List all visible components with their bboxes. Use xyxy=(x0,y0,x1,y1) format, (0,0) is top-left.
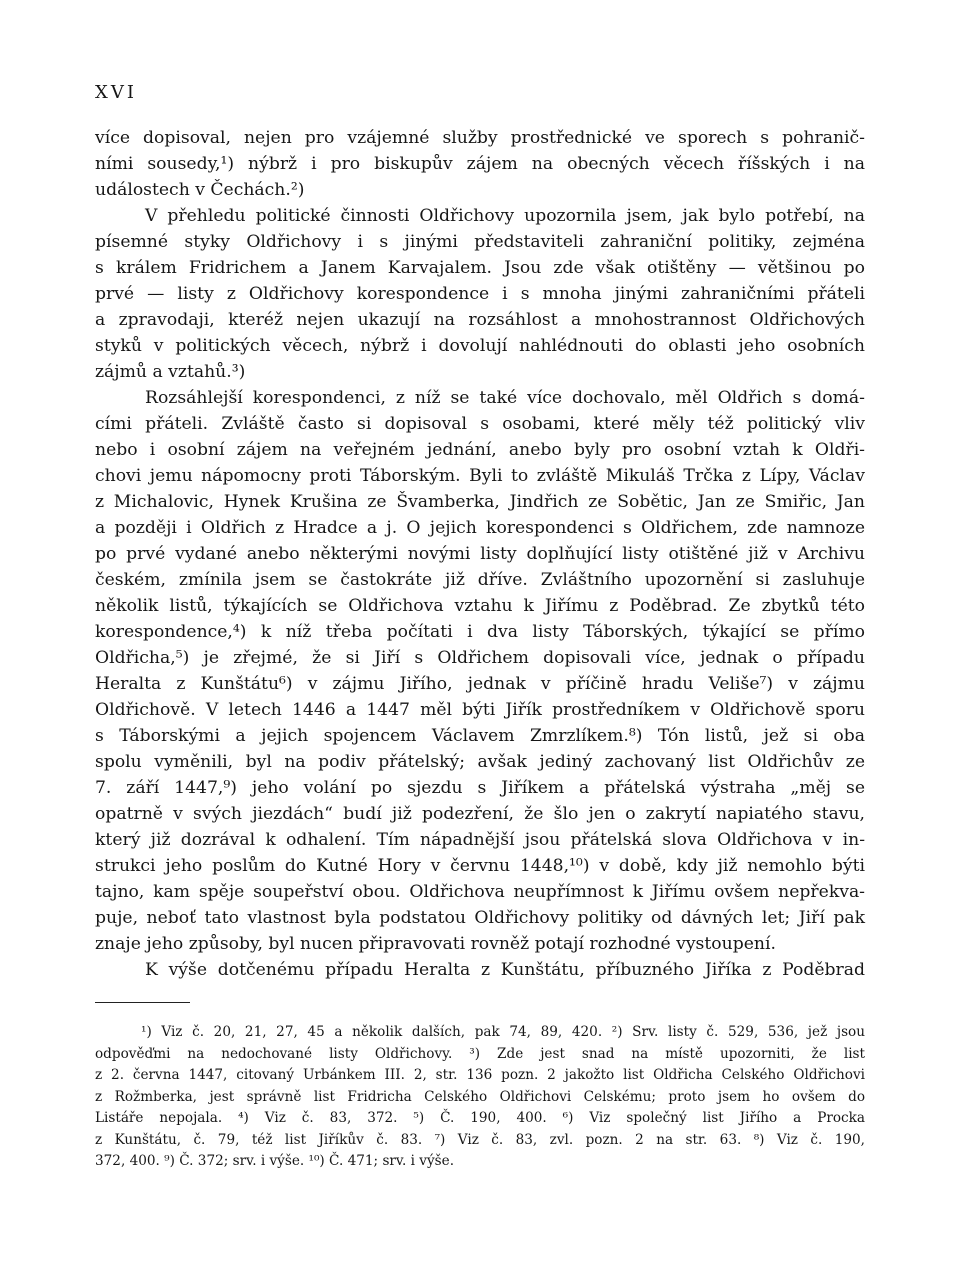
footnote-separator xyxy=(95,1002,190,1003)
body-line: V přehledu politické činnosti Oldřichovy upozornila jsem, jak bylo potřebí, na xyxy=(145,206,865,226)
body-line: Oldřicha,⁵) je zřejmé, že si Jiří s Oldřichem dopisovali více, jednak o případu xyxy=(95,648,865,668)
body-line: 7. září 1447,⁹) jeho volání po sjezdu s Jiříkem a přátelská výstraha „měj se xyxy=(95,778,865,798)
body-line: Oldřichově. V letech 1446 a 1447 měl býti Jiřík prostředníkem v Oldřichově sporu xyxy=(95,700,865,720)
body-line: cími přáteli. Zvláště často si dopisoval s osobami, které měly též politický vliv xyxy=(95,414,865,434)
footnote-line: z Kunštátu, č. 79, též list Jiříkův č. 83. ⁷) Viz č. 83, zvl. pozn. 2 na str. 63. ⁸) Viz č. 190, xyxy=(95,1131,865,1148)
body-text xyxy=(95,125,865,983)
body-line: po prvé vydané anebo některými novými listy doplňující listy otištěné již v Archivu xyxy=(95,544,865,564)
body-line: korespondence,⁴) k níž třeba počítati i dva listy Táborských, týkající se přímo xyxy=(95,622,865,642)
body-line: opatrně v svých jiezdách“ budí již podezření, že šlo jen o zakrytí napiatého stavu, xyxy=(95,804,865,824)
body-line: K výše dotčenému případu Heralta z Kunštátu, příbuzného Jiříka z Poděbrad xyxy=(145,960,865,980)
body-line: událostech v Čechách.²) xyxy=(95,180,305,200)
body-line: zájmů a vztahů.³) xyxy=(95,362,246,382)
body-line: znaje jeho způsoby, byl nucen připravovati rovněž potají rozhodné vystoupení. xyxy=(95,934,776,954)
body-line: nebo i osobní zájem na veřejném jednání, anebo byly pro osobní vztah k Oldři- xyxy=(95,440,865,460)
body-line: který již dozrával k odhalení. Tím nápadnější jsou přátelská slova Oldřichova v in- xyxy=(95,830,865,850)
body-line: puje, neboť tato vlastnost byla podstatou Oldřichovy politiky od dávných let; Jiří pak xyxy=(95,908,865,928)
body-line: více dopisoval, nejen pro vzájemné služby prostřednické ve sporech s pohranič- xyxy=(95,128,865,148)
body-line: ními sousedy,¹) nýbrž i pro biskupův zájem na obecných věcech říšských i na xyxy=(95,154,865,174)
footnote-line: Listáře nepojala. ⁴) Viz č. 83, 372. ⁵) Č. 190, 400. ⁶) Viz společný list Jiřího a Procka xyxy=(95,1110,865,1126)
body-line: českém, zmínila jsem se častokráte již dříve. Zvláštního upozornění si zasluhuje xyxy=(95,570,865,590)
body-line: Rozsáhlejší korespondenci, z níž se také více dochovalo, měl Oldřich s domá- xyxy=(145,388,865,408)
body-line: a později i Oldřich z Hradce a j. O jejich korespondenci s Oldřichem, zde namnoze xyxy=(95,518,865,538)
page-number: XVI xyxy=(95,82,137,103)
footnote-line: z 2. června 1447, citovaný Urbánkem III. 2, str. 136 pozn. 2 jakožto list Oldřicha Celského Oldřichovi xyxy=(95,1067,865,1083)
body-line: a zpravodaji, kteréž nejen ukazují na rozsáhlost a mnohostrannost Oldřichových xyxy=(95,310,865,330)
body-line: s Táborskými a jejich spojencem Václavem Zmrzlíkem.⁸) Tón listů, jež si oba xyxy=(95,726,865,746)
footnote-line: z Rožmberka, jest správně list Fridricha Celského Oldřichovi Celskému; proto jsem ho ovšem do xyxy=(95,1088,865,1105)
footnote-line: odpověďmi na nedochované listy Oldřichovy. ³) Zde jest snad na místě upozorniti, že list xyxy=(95,1045,865,1062)
body-line: strukci jeho poslům do Kutné Hory v červnu 1448,¹⁰) v době, kdy již nemohlo býti xyxy=(95,856,865,876)
body-line: písemné styky Oldřichovy i s jinými představiteli zahraniční politiky, zejména xyxy=(95,232,865,252)
body-line: Heralta z Kunštátu⁶) v zájmu Jiřího, jednak v příčině hradu Veliše⁷) v zájmu xyxy=(95,674,865,694)
body-line: prvé — listy z Oldřichovy korespondence i s mnoha jinými zahraničními přáteli xyxy=(95,284,865,304)
body-line: z Michalovic, Hynek Krušina ze Švamberka, Jindřich ze Sobětic, Jan ze Smiřic, Jan xyxy=(95,492,865,512)
footnote-line: ¹) Viz č. 20, 21, 27, 45 a několik dalších, pak 74, 89, 420. ²) Srv. listy č. 529, 536, jež jsou xyxy=(141,1024,865,1040)
body-line: s králem Fridrichem a Janem Karvajalem. Jsou zde však otištěny — většinou po xyxy=(95,258,865,278)
body-line: chovi jemu nápomocny proti Táborským. Byli to zvláště Mikuláš Trčka z Lípy, Václav xyxy=(95,466,865,486)
footnote-line: 372, 400. ⁹) Č. 372; srv. i výše. ¹⁰) Č. 471; srv. i výše. xyxy=(95,1153,455,1169)
body-line: spolu vyměnili, byl na podiv přátelský; avšak jediný zachovaný list Oldřichův ze xyxy=(95,752,865,772)
body-line: několik listů, týkajících se Oldřichova vztahu k Jiřímu z Poděbrad. Ze zbytků této xyxy=(95,596,865,616)
body-line: tajno, kam spěje soupeřství obou. Oldřichova neupřímnost k Jiřímu ovšem nepřekva- xyxy=(95,882,865,902)
body-line: styků v politických věcech, nýbrž i dovolují nahlédnouti do oblasti jeho osobních xyxy=(95,336,865,356)
footnotes xyxy=(95,1022,865,1173)
